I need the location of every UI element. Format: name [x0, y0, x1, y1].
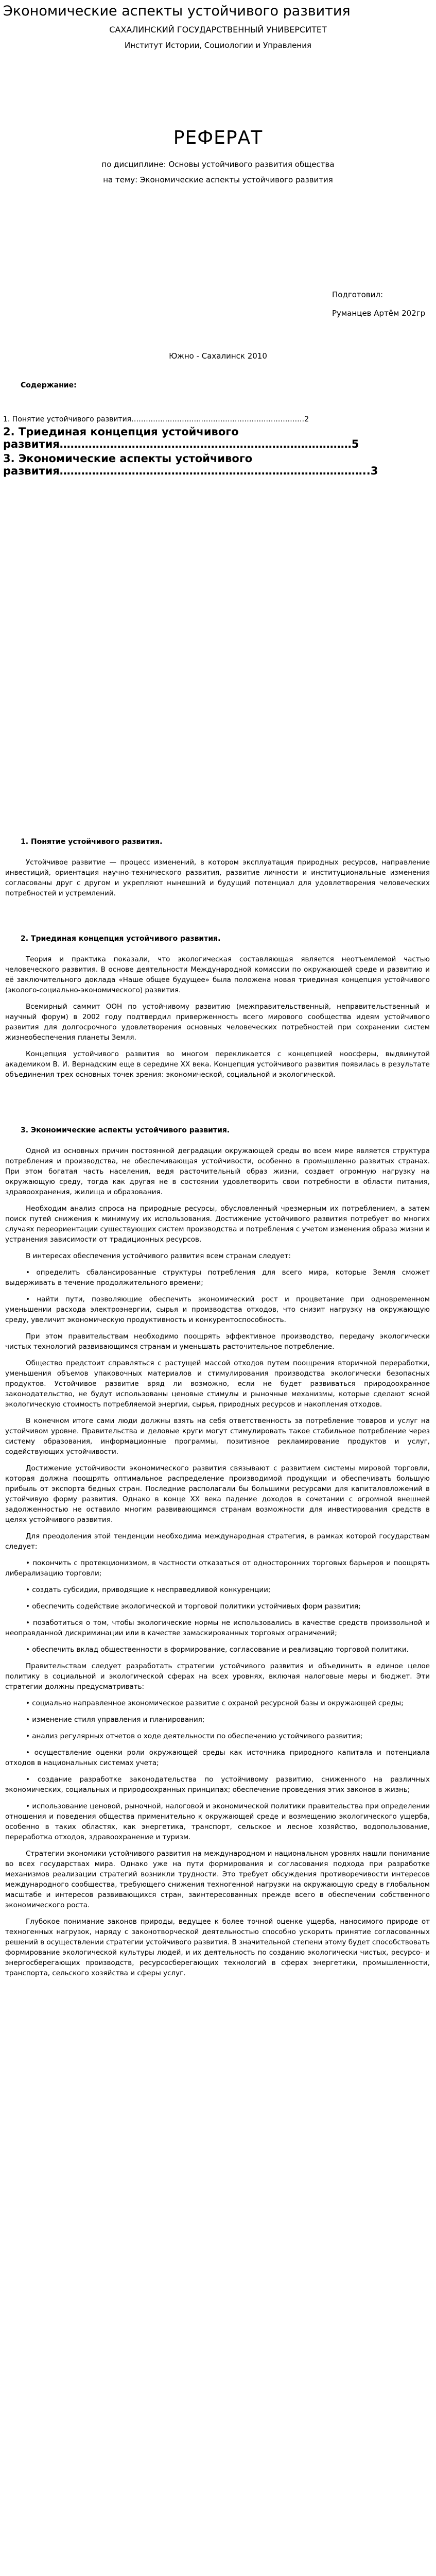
topic-line: на тему: Экономические аспекты устойчивого развития	[103, 175, 333, 184]
referat-heading: РЕФЕРАТ	[173, 127, 263, 148]
bullet-item: • найти пути, позволяющие обеспечить экономический рост и процветание при одновременном уменьшении расхода электроэнергии, сырья и производства отходов, что снизит нагрузку на окружающую среду, увеличит экономическую продуктивность и конкурентоспособность.	[5, 1295, 430, 1324]
university-name: САХАЛИНСКИЙ ГОСУДАРСТВЕННЫЙ УНИВЕРСИТЕТ	[109, 25, 327, 35]
bullet-item: • определить сбалансированные структуры потребления для всего мира, которые Земля сможет выдерживать в течение продолжительного времени;	[5, 1268, 430, 1287]
bullet-item: • создание разработке законодательства по устойчивому развитию, сниженного на различных экономических, социальных и природоохранных принципах; обеспечение проведения этих законов в жизнь;	[5, 1775, 430, 1794]
bullet-item: • изменение стиля управления и планирования;	[26, 1716, 205, 1724]
bullet-item: • обеспечить вклад общественности в формирование, согласование и реализацию торговой политики.	[26, 1646, 409, 1654]
paragraph: В конечном итоге сами люди должны взять на себя ответственность за потребление товаров и услуг на устойчивом уровне. Правительства и деловые круги могут стимулировать такое стабильное потребление через систему образования, информационные программы, позитивное рекламирование продуктов и услуг, содействующих устойчивости.	[5, 1417, 430, 1456]
paragraph: Правительствам следует разработать стратегии устойчивого развития и объединить в единое целое политику в социальной и экологической сферах на всех уровнях, включая налоговые меры и бюджет. Эти стратегии должны предусматривать:	[5, 1662, 430, 1691]
toc-item[interactable]: 1. Понятие устойчивого развития………………………………………………………………2	[3, 415, 309, 423]
page-title: Экономические аспекты устойчивого развития	[3, 3, 351, 19]
toc-heading: Содержание:	[21, 381, 77, 389]
paragraph: Глубокое понимание законов природы, ведущее к более точной оценке ущерба, наносимого природе от техногенных нагрузок, наряду с законотворческой деятельностью способно ускорить принятие согласованных решений в осуществлении стратегии устойчивого развития. В значительной степени этому будет способствовать формирование экологической культуры людей, и их деятельность по созданию экологически чистых, ресурсо- и энергосберегающих производств, ресурсосберегающих технологий в сферах энергетики, промышленности, транспорта, сельского хозяйства и сферы услуг.	[5, 1918, 430, 1977]
section-heading: 2. Триединая концепция устойчивого развития.	[21, 935, 221, 943]
paragraph: Общество предстоит справляться с растущей массой отходов путем поощрения вторичной переработки, уменьшения объемов упаковочных материалов и стимулирования производства экологически безопасных продуктов. Устойчивое развитие вряд ли возможно, если не будет развиваться природоохранное законодательство, не будут использованы ценовые стимулы и рыночные механизмы, которые сделают ясной экологическую стоимость потребляемой энергии, сырья, природных ресурсов и накопления отходов.	[5, 1359, 430, 1409]
toc-item[interactable]: 3. Экономические аспекты устойчивого развития…………………………………………………………………………..3	[3, 452, 378, 477]
paragraph: Для преодоления этой тенденции необходима международная стратегия, в рамках которой государствам следует:	[5, 1532, 430, 1551]
paragraph: Теория и практика показали, что экологическая составляющая является неотъемлемой частью человеческого развития. В основе деятельности Международной комиссии по окружающей среде и развитию и её заключительного доклада «Наше общее будущее» была положена новая триединая концепция устойчивого (эколого-социально-экономического) развития.	[5, 955, 430, 994]
prepared-label: Подготовил:	[332, 290, 383, 299]
section-body	[5, 954, 430, 1080]
cover-page	[0, 25, 436, 361]
bullet-item: • покончить с протекционизмом, в частности отказаться от односторонних торговых барьеров и поощрять либерализацию торговли;	[5, 1559, 430, 1578]
city-year: Южно - Сахалинск 2010	[169, 351, 267, 361]
toc-item[interactable]: 2. Триединая концепция устойчивого развития………………………………………………………………………5	[3, 426, 359, 450]
paragraph: Всемирный саммит ООН по устойчивому развитию (межправительственный, неправительственный и научный форум) в 2002 году подтвердил приверженность всего мирового сообщества идеям устойчивого развития для долгосрочного удовлетворения основных человеческих потребностей при сохранении систем жизнеобеспечения планеты Земля.	[5, 1003, 430, 1042]
paragraph: Достижение устойчивости экономического развития связывают с развитием системы мировой торговли, которая должна поощрять оптимальное распределение производимой продукции и обеспечивать большую прибыль от экспорта бедных стран. Последние располагали бы большими ресурсами для капиталовложений в устойчивую форму развития. Однако в конце XX века падение доходов в сочетании с огромной внешней задолженностью не оставило многим развивающимся странам возможности для инвестирования средств в целях устойчивого развития.	[5, 1464, 430, 1524]
bullet-item: • осуществление оценки роли окружающей среды как источника природного капитала и потенциала отходов в национальных системах учета;	[5, 1749, 430, 1767]
discipline-line: по дисциплине: Основы устойчивого развития общества	[101, 160, 335, 169]
institute-name: Институт Истории, Социологии и Управления	[125, 41, 311, 50]
bullet-item: • обеспечить содействие экологической и торговой политики устойчивых форм развития;	[26, 1602, 361, 1611]
author-name: Руманцев Артём 202гр	[332, 309, 426, 318]
bullet-item: • позаботиться о том, чтобы экологические нормы не использовались в качестве средств произвольной и неоправданной дискриминации или в качестве замаскированных торговых ограничений;	[5, 1619, 430, 1637]
paragraph: Устойчивое развитие — процесс изменений, в котором эксплуатация природных ресурсов, направление инвестиций, ориентация научно-технического развития, развитие личности и институциональные изменения согласованы друг с другом и укрепляют нынешний и будущий потенциал для удовлетворения человеческих потребностей и устремлений.	[5, 858, 430, 897]
paragraph: Стратегии экономики устойчивого развития на международном и национальном уровнях нашли понимание во всех государствах мира. Однако уже на пути формирования и согласования подхода при разработке механизмов реализации стратегий возникли трудности. Это требует обсуждения противоречивости интересов международного сообщества, требующего снижения техногенной нагрузки на окружающую среду в глобальном масштабе и интересов развивающихся стран, заинтересованных прежде всего в обеспечении собственного экономического роста.	[5, 1850, 430, 1909]
bullet-item: • использование ценовой, рыночной, налоговой и экономической политики правительства при определении отношения и поведения общества применительно к окружающей среде и возмещению экологического ущерба, особенно в таких областях, как энергетика, транспорт, сельское и лесное хозяйство, водопользование, переработка отходов, здравоохранение и туризм.	[5, 1802, 430, 1841]
section-heading: 3. Экономические аспекты устойчивого развития.	[21, 1126, 230, 1134]
paragraph: Концепция устойчивого развития во многом перекликается с концепцией ноосферы, выдвинутой академиком В. И. Вернадским еще в середине XX века. Концепция устойчивого развития появилась в результате объединения трех основных точек зрения: экономической, социальной и экологической.	[5, 1050, 430, 1079]
bullet-item: • социально направленное экономическое развитие с охраной ресурсной базы и окружающей среды;	[26, 1699, 404, 1707]
paragraph: Одной из основных причин постоянной деградации окружающей среды во всем мире является структура потребления и производства, не обеспечивающая устойчивости, особенно в промышленно развитых странах. При этом богатая часть населения, ведя расточительный образ жизни, создает огромную нагрузку на окружающую среду, тогда как другая не в состоянии удовлетворить свои потребности в области питания, здравоохранения, жилища и образования.	[5, 1147, 430, 1196]
paragraph: При этом правительствам необходимо поощрять эффективное производство, передачу экологически чистых технологий развивающимся странам и уменьшать расточительное потребление.	[5, 1332, 430, 1351]
paragraph: Необходим анализ спроса на природные ресурсы, обусловленный чрезмерным их потреблением, а затем поиск путей снижения к минимуму их использования. Достижение устойчивого развития потребует во многих случаях переориентации существующих систем производства и потребления с учетом изменения образа жизни и устранения зависимости от традиционных ресурсов.	[5, 1205, 430, 1244]
section-body	[5, 857, 430, 899]
bullet-item: • создать субсидии, приводящие к несправедливой конкуренции;	[26, 1586, 271, 1594]
bullet-item: • анализ регулярных отчетов о ходе деятельности по обеспечению устойчивого развития;	[26, 1732, 363, 1740]
paragraph: В интересах обеспечения устойчивого развития всем странам следует:	[26, 1252, 291, 1260]
table-of-contents	[0, 381, 436, 477]
section-heading: 1. Понятие устойчивого развития.	[21, 838, 163, 846]
section-body	[5, 1146, 430, 1978]
